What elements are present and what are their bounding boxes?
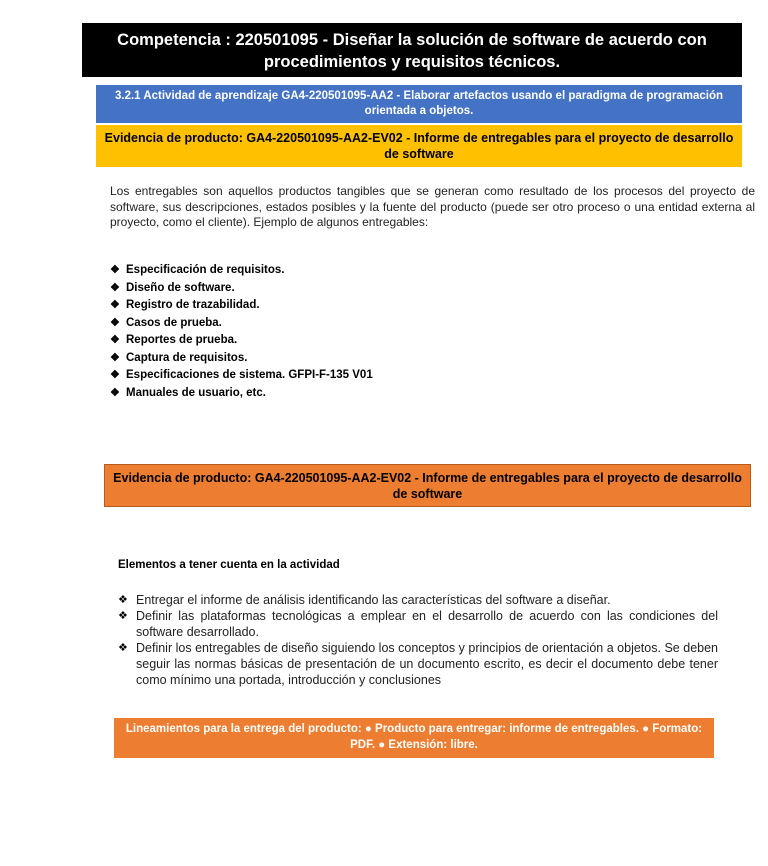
diamond-bullet-icon: ❖ — [110, 334, 120, 346]
diamond-bullet-icon: ❖ — [110, 316, 120, 329]
diamond-bullet-icon: ❖ — [110, 369, 120, 381]
diamond-bullet-icon: ❖ — [118, 610, 128, 622]
list-item-text: Casos de prueba. — [126, 316, 222, 329]
list-item-text: Diseño de software. — [126, 281, 235, 294]
intro-paragraph — [110, 184, 755, 231]
list-item — [110, 332, 510, 350]
list-item-text: Definir las plataformas tecnológicas a emplear en el desarrollo de acuerdo con las condiciones del software desarrollado. — [136, 609, 718, 639]
list-item-text: Reportes de prueba. — [126, 334, 238, 346]
list-item — [110, 367, 510, 385]
list-item — [110, 262, 510, 280]
list-item — [118, 592, 718, 608]
list-item — [110, 280, 510, 298]
diamond-bullet-icon: ❖ — [118, 642, 128, 654]
list-item-text: Captura de requisitos. — [126, 351, 248, 364]
diamond-bullet-icon: ❖ — [110, 351, 120, 364]
elementos-list — [118, 592, 718, 688]
competencia-banner — [82, 23, 742, 77]
diamond-bullet-icon: ❖ — [118, 594, 128, 606]
list-item-text: Definir los entregables de diseño siguiendo los conceptos y principios de orientación a objetos. Se deben seguir las normas básicas de presentación de un documento escrito, es decir el documento debe tener como mínimo una portada, introducción y conclusiones — [136, 641, 718, 687]
list-item-text: Manuales de usuario, etc. — [126, 386, 266, 399]
list-item — [110, 385, 510, 403]
evidencia-banner-orange — [104, 464, 751, 507]
actividad-banner — [96, 85, 742, 123]
list-item — [110, 350, 510, 368]
list-item-text: Especificaciones de sistema. GFPI-F-135 V01 — [126, 369, 373, 381]
evidencia-title: Evidencia de producto: GA4-220501095-AA2-EV02 - Informe de entregables para el proyecto de desarrollo de software — [104, 131, 734, 161]
list-item — [110, 297, 510, 315]
actividad-title: 3.2.1 Actividad de aprendizaje GA4-220501095-AA2 - Elaborar artefactos usando el paradigma de programación orientada a objetos. — [114, 90, 723, 117]
diamond-bullet-icon: ❖ — [110, 386, 120, 399]
list-item — [118, 608, 718, 640]
list-item-text: Registro de trazabilidad. — [126, 299, 260, 311]
diamond-bullet-icon: ❖ — [110, 299, 120, 311]
evidencia-title-2: Evidencia de producto: GA4-220501095-AA2-EV02 - Informe de entregables para el proyecto de desarrollo de software — [113, 471, 742, 501]
list-item — [110, 315, 510, 333]
elementos-heading — [118, 559, 518, 571]
elementos-heading-text: Elementos a tener cuenta en la actividad — [118, 559, 340, 571]
intro-text: Los entregables son aquellos productos tangibles que se generan como resultado de los procesos del proyecto de software, sus descripciones, estados posibles y la fuente del producto (puede ser otro proceso o una entidad externa al proyecto, como el cliente). Ejemplo de algunos entregables: — [110, 184, 755, 229]
competencia-title: Competencia : 220501095 - Diseñar la solución de software de acuerdo con procedimientos y requisitos técnicos. — [117, 31, 707, 71]
diamond-bullet-icon: ❖ — [110, 281, 120, 294]
evidencia-banner-yellow — [96, 125, 742, 167]
entregables-list — [110, 262, 510, 402]
lineamientos-banner — [114, 718, 714, 758]
diamond-bullet-icon: ❖ — [110, 264, 120, 276]
list-item — [118, 640, 718, 688]
list-item-text: Entregar el informe de análisis identificando las características del software a diseñar. — [136, 593, 611, 607]
list-item-text: Especificación de requisitos. — [126, 264, 285, 276]
lineamientos-text: Lineamientos para la entrega del producto: ● Producto para entregar: informe de entregables. ● Formato: PDF. ● Extensión: libre. — [125, 723, 703, 751]
